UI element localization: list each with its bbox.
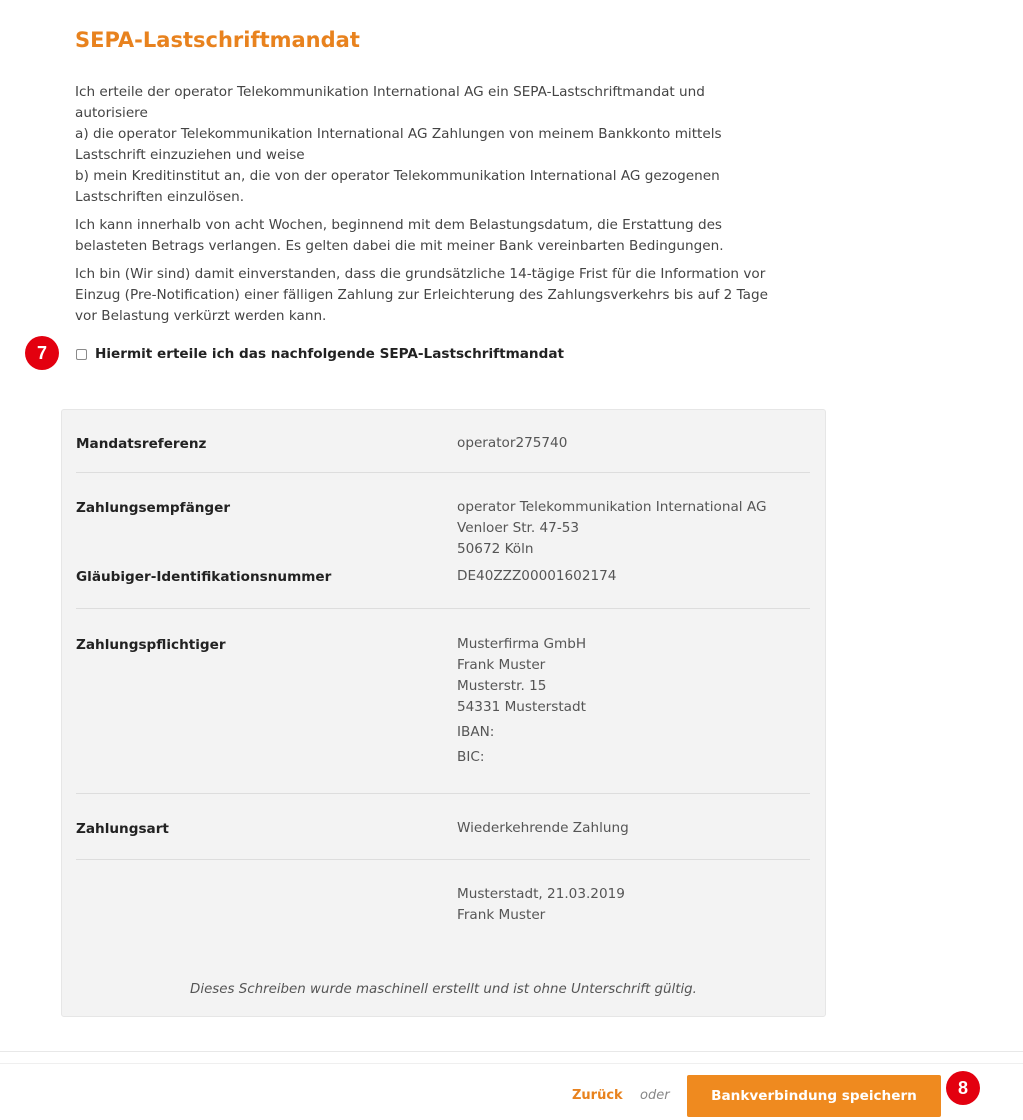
mandate-reference-section	[76, 410, 810, 473]
intro-line: Lastschriften einzulösen.	[75, 189, 245, 205]
signature-section	[76, 859, 810, 959]
mandate-reference-value: operator275740	[457, 435, 568, 451]
payer-line: Musterfirma GmbH	[457, 636, 587, 652]
consent-checkbox[interactable]	[76, 349, 87, 360]
intro-line: Einzug (Pre-Notification) einer fälligen Zahlung zur Erleichterung des Zahlungsverkehrs bis auf 2 Tage	[75, 287, 768, 303]
signature-name: Frank Muster	[457, 907, 546, 923]
save-bank-details-button[interactable]: Bankverbindung speichern	[687, 1075, 941, 1117]
or-text: oder	[640, 1088, 670, 1103]
payer-line: 54331 Musterstadt	[457, 699, 586, 715]
intro-line: b) mein Kreditinstitut an, die von der operator Telekommunikation International AG gezogenen	[75, 168, 720, 184]
signature-block	[457, 884, 625, 926]
footer-divider-secondary	[0, 1063, 1023, 1064]
creditor-id-label: Gläubiger-Identifikationsnummer	[76, 569, 332, 585]
back-link[interactable]: Zurück	[572, 1088, 623, 1103]
payer-label: Zahlungspflichtiger	[76, 637, 226, 653]
intro-line: Lastschrift einzuziehen und weise	[75, 147, 305, 163]
payment-type-section	[76, 793, 810, 860]
mandate-intro-text	[75, 82, 805, 334]
payee-line: 50672 Köln	[457, 541, 534, 557]
payee-label: Zahlungsempfänger	[76, 500, 231, 516]
intro-line: autorisiere	[75, 105, 148, 121]
intro-paragraph-refund	[75, 215, 805, 257]
intro-line: a) die operator Telekommunikation International AG Zahlungen von meinem Bankkonto mittels	[75, 126, 722, 142]
intro-line: Ich bin (Wir sind) damit einverstanden, dass die grundsätzliche 14-tägige Frist für die Information vor	[75, 266, 766, 282]
payer-address	[457, 634, 586, 768]
intro-line: Ich erteile der operator Telekommunikation International AG ein SEPA-Lastschriftmandat und	[75, 84, 705, 100]
payer-line: Frank Muster	[457, 657, 546, 673]
payee-address	[457, 497, 766, 560]
step-marker-8: 8	[946, 1071, 980, 1105]
intro-line: belasteten Betrags verlangen. Es gelten dabei die mit meiner Bank vereinbarten Bedingungen.	[75, 238, 724, 254]
intro-paragraph-authorization	[75, 82, 805, 208]
intro-paragraph-prenotification	[75, 264, 805, 327]
mandate-details-panel	[61, 409, 826, 1017]
intro-line: Ich kann innerhalb von acht Wochen, beginnend mit dem Belastungsdatum, die Erstattung des	[75, 217, 723, 233]
signature-place-date: Musterstadt, 21.03.2019	[457, 886, 625, 902]
payee-line: Venloer Str. 47-53	[457, 520, 580, 536]
payer-iban: IBAN:	[457, 724, 495, 740]
payer-line: Musterstr. 15	[457, 678, 547, 694]
payment-type-value: Wiederkehrende Zahlung	[457, 820, 629, 836]
payee-section	[76, 472, 810, 609]
payment-type-label: Zahlungsart	[76, 821, 169, 837]
payer-section	[76, 608, 810, 794]
step-marker-7: 7	[25, 336, 59, 370]
creditor-id-value: DE40ZZZ00001602174	[457, 568, 617, 584]
consent-label: Hiermit erteile ich das nachfolgende SEPA-Lastschriftmandat	[95, 346, 564, 362]
payee-line: operator Telekommunikation International AG	[457, 499, 767, 515]
payer-bic: BIC:	[457, 749, 485, 765]
page-title: SEPA-Lastschriftmandat	[75, 28, 360, 52]
intro-line: vor Belastung verkürzt werden kann.	[75, 308, 327, 324]
footer-divider	[0, 1051, 1023, 1052]
machine-generated-note: Dieses Schreiben wurde maschinell erstellt und ist ohne Unterschrift gültig.	[190, 982, 697, 997]
consent-checkbox-row[interactable]	[76, 346, 564, 362]
mandate-reference-label: Mandatsreferenz	[76, 436, 207, 452]
